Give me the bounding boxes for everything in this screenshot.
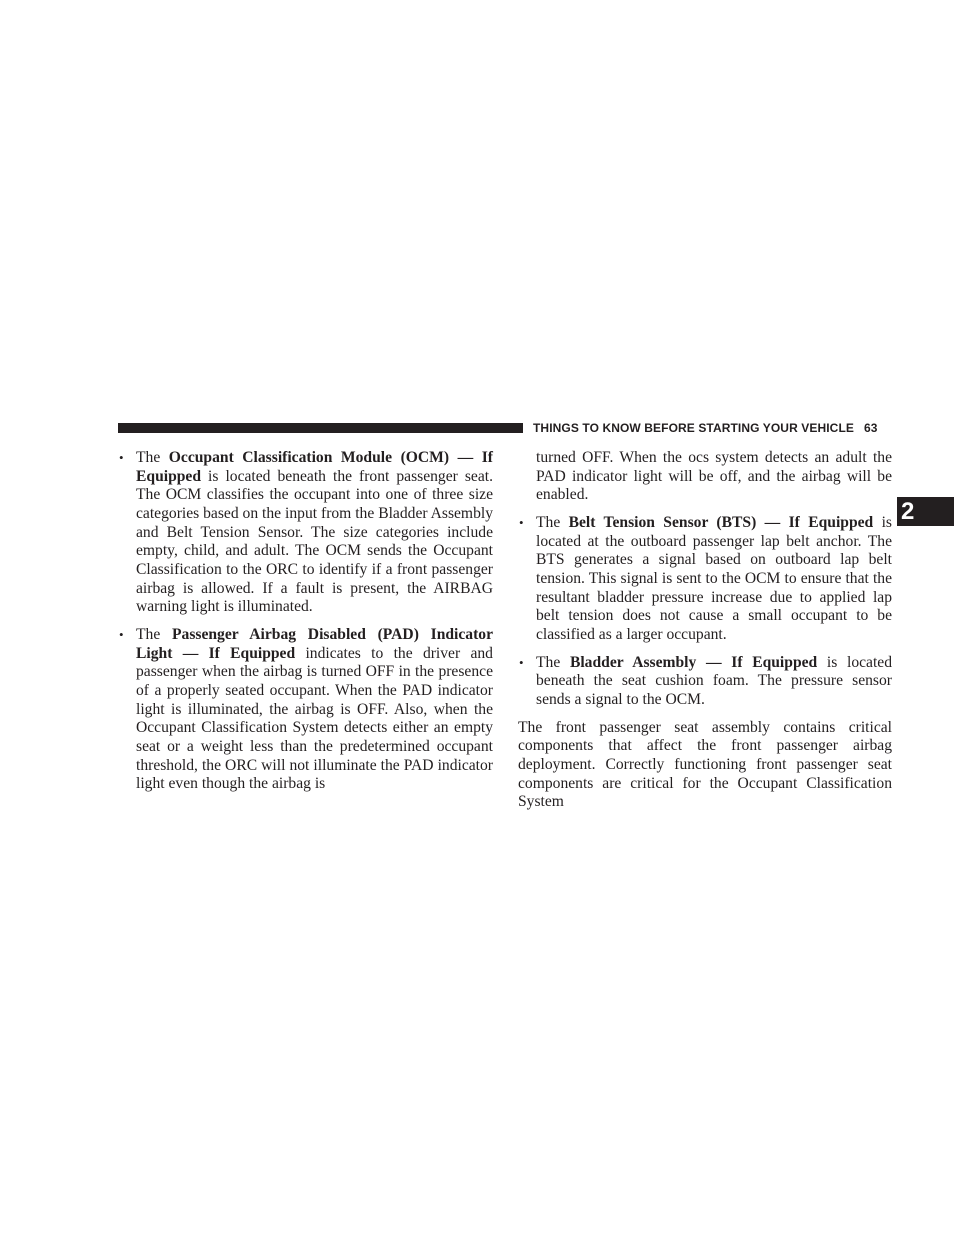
page-number: 63 <box>863 421 878 435</box>
header-rule <box>118 423 523 433</box>
bullet-dot-icon: • <box>519 514 524 530</box>
bullet-body: is located beneath the front passenger seat. The OCM classifies the occupant into one of three size categories based on the input from the Bladder Assembly and Belt Tension Sensor. The size categories include empty, child, and adult. The OCM sends the Occupant Classification to the ORC to identify if a front passenger airbag is allowed. If a fault is present, the AIRBAG warning light is illuminated. <box>136 467 493 616</box>
bullet-lead: The <box>536 513 561 531</box>
bullet-pad <box>118 626 493 794</box>
bullet-continuation: turned OFF. When the ocs system detects an adult the PAD indicator light will be off, and the airbag will be enabled. <box>536 449 892 504</box>
bullet-lead: The <box>136 625 161 643</box>
left-column <box>118 449 493 803</box>
bullet-bts <box>518 514 892 645</box>
bullet-body: is located at the outboard passenger lap belt anchor. The BTS generates a signal based on outboard lap belt tension. This signal is sent to the OCM to ensure that the resultant bladder pressure increase due to applied lap belt tension does not cause a small occupant to be classified as a larger occupant. <box>536 513 892 643</box>
bullet-body: indicates to the driver and passenger when the airbag is turned OFF in the presence of a properly seated occupant. When the PAD indicator light is illuminated, the airbag is OFF. Also, when the Occupant Classification System detects either an empty seat or a weight less than the predetermined occupant threshold, the ORC will not illuminate the PAD indicator light even though the airbag is <box>136 644 493 793</box>
bullet-ocm <box>118 449 493 617</box>
bullet-term: Bladder Assembly — If Equipped <box>569 653 818 671</box>
bullet-term: Passenger Airbag Disabled (PAD) Indicator Light — If Equipped <box>136 625 493 662</box>
header-title: THINGS TO KNOW BEFORE STARTING YOUR VEHICLE <box>533 421 854 435</box>
chapter-tab: 2 <box>897 497 954 526</box>
bullet-body: is located beneath the seat cushion foam. The pressure sensor sends a signal to the OCM. <box>536 653 893 708</box>
bullet-term: Occupant Classification Module (OCM) — If Equipped <box>136 449 493 485</box>
bullet-term: Belt Tension Sensor (BTS) — If Equipped <box>568 513 874 531</box>
bullet-dot-icon: • <box>119 626 124 642</box>
bullet-dot-icon: • <box>519 654 524 670</box>
right-column <box>518 449 892 812</box>
bullet-lead: The <box>536 653 561 671</box>
body-paragraph: The front passenger seat assembly contains critical components that affect the front passenger airbag deployment. Correctly functioning front passenger seat components are critical for the Occupant Classification System <box>518 718 892 811</box>
bullet-dot-icon: • <box>119 450 124 465</box>
bullet-bladder <box>518 654 892 710</box>
running-header <box>533 420 893 436</box>
bullet-lead: The <box>136 449 161 466</box>
